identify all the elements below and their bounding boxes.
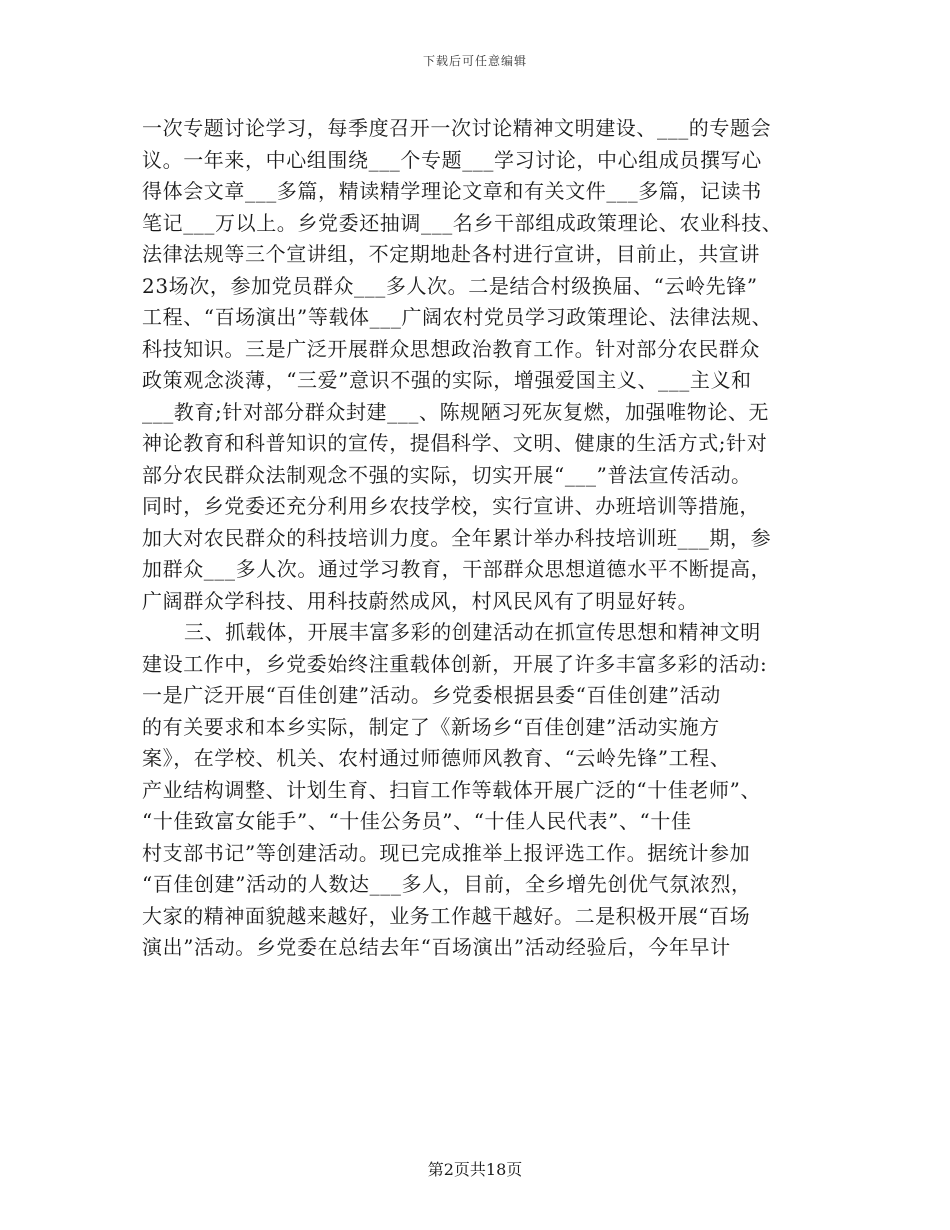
text-line: 政策观念淡薄，“三爱”意识不强的实际，增强爱国主义、___主义和 bbox=[142, 368, 752, 392]
text-line: 法律法规等三个宣讲组，不定期地赴各村进行宣讲，目前止，共宣讲 bbox=[142, 242, 760, 266]
text-line: 案》，在学校、机关、农村通过师德师风教育、“云岭先锋”工程、 bbox=[142, 746, 731, 770]
text-line: 23场次，参加党员群众___多人次。二是结合村级换届、“云岭先锋” bbox=[142, 273, 758, 298]
text-line: 村支部书记”等创建活动。现已完成推举上报评选工作。据统计参加 bbox=[142, 840, 751, 865]
section-heading-line: 三、抓载体，开展丰富多彩的创建活动在抓宣传思想和精神文明 bbox=[184, 620, 761, 644]
text-line: 一是广泛开展“百佳创建”活动。乡党委根据县委“百佳创建”活动 bbox=[142, 683, 721, 707]
text-line: 一次专题讨论学习，每季度召开一次讨论精神文明建设、___的专题会 bbox=[142, 116, 772, 140]
document-body bbox=[142, 113, 812, 964]
text-line: 议。一年来，中心组围绕___个专题___学习讨论，中心组成员撰写心 bbox=[142, 147, 762, 172]
page-number: 第2页共18页 bbox=[427, 1160, 523, 1179]
text-line: 大家的精神面貌越来越好，业务工作越干越好。二是积极开展“百场 bbox=[142, 903, 751, 928]
text-line: 演出”活动。乡党委在总结去年“百场演出”活动经验后，今年早计 bbox=[142, 935, 731, 959]
text-line: 科技知识。三是广泛开展群众思想政治教育工作。针对部分农民群众 bbox=[142, 336, 760, 361]
text-line: 得体会文章___多篇，精读精学理论文章和有关文件___多篇，记读书 bbox=[142, 179, 762, 203]
text-line: 同时，乡党委还充分利用乡农技学校，实行宣讲、办班培训等措施， bbox=[142, 494, 760, 518]
text-line: 广阔群众学科技、用科技蔚然成风，村风民风有了明显好转。 bbox=[142, 588, 699, 613]
text-line: 工程、“百场演出”等载体___广阔农村党员学习政策理论、法律法规、 bbox=[142, 305, 773, 329]
text-line: “十佳致富女能手”、“十佳公务员”、“十佳人民代表”、“十佳 bbox=[142, 809, 692, 833]
text-line: 加群众___多人次。通过学习教育，干部群众思想道德水平不断提高， bbox=[142, 557, 772, 581]
text-line: 建设工作中，乡党委始终注重载体创新，开展了许多丰富多彩的活动: bbox=[142, 651, 768, 676]
text-line: 神论教育和科普知识的宣传，提倡科学、文明、健康的生活方式;针对 bbox=[142, 431, 768, 455]
text-line: 笔记___万以上。乡党委还抽调___名乡干部组成政策理论、农业科技、 bbox=[142, 210, 783, 235]
text-line: 的有关要求和本乡实际，制定了《新场乡“百佳创建”活动实施方 bbox=[142, 714, 720, 739]
page-header: 下载后可任意编辑 bbox=[422, 54, 527, 68]
text-line: 产业结构调整、计划生育、扫盲工作等载体开展广泛的“十佳老师”、 bbox=[142, 777, 762, 802]
text-line: ___教育;针对部分群众封建___、陈规陋习死灰复燃，加强唯物论、无 bbox=[142, 399, 770, 424]
text-line: 加大对农民群众的科技培训力度。全年累计举办科技培训班___期，参 bbox=[142, 525, 772, 550]
text-line: 部分农民群众法制观念不强的实际，切实开展“___”普法宣传活动。 bbox=[142, 462, 752, 487]
text-line: “百佳创建”活动的人数达___多人，目前，全乡增先创优气氛浓烈， bbox=[142, 872, 752, 896]
